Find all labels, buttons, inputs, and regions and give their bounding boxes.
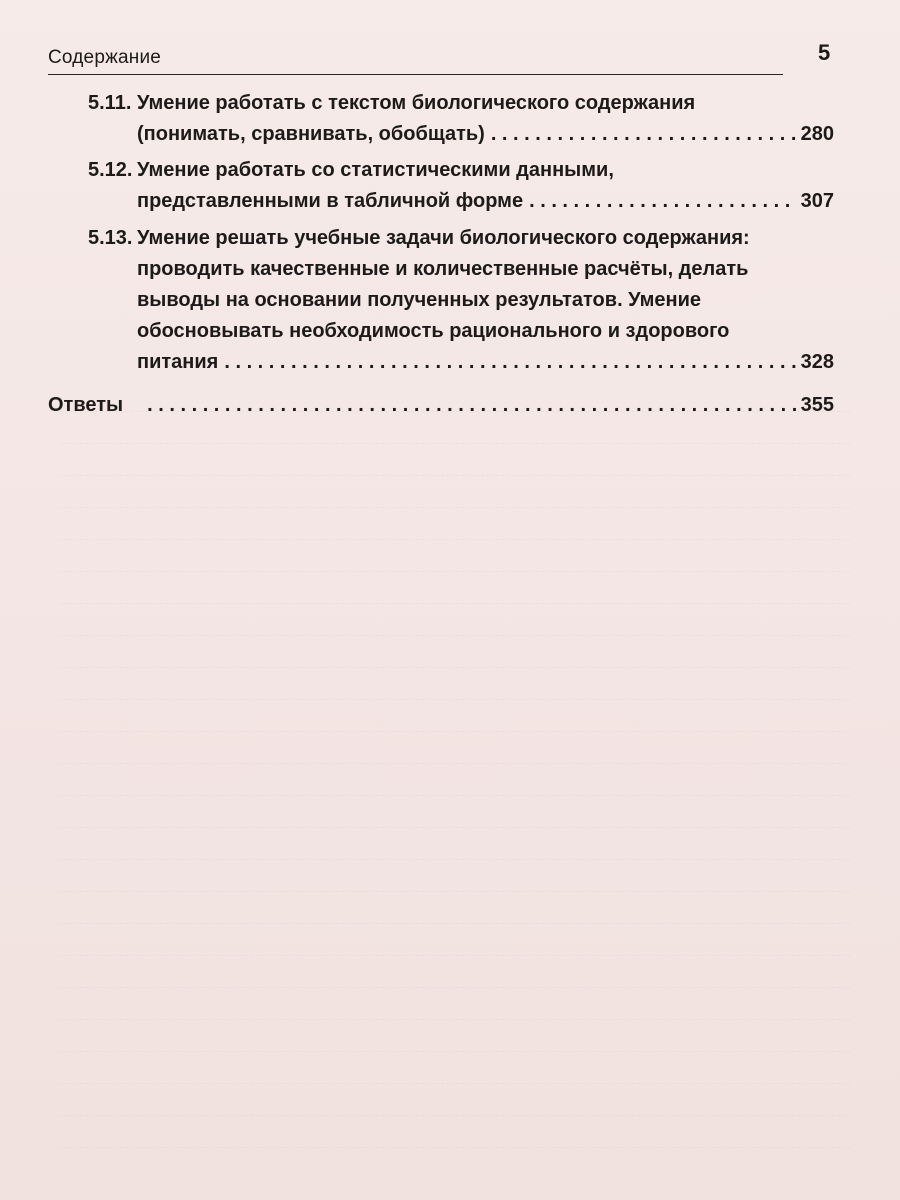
toc-entry-title-line: Ответы bbox=[48, 394, 124, 416]
toc-entry-title-line: (понимать, сравнивать, обобщать) bbox=[137, 123, 485, 145]
toc-entry-number: 5.13. bbox=[88, 227, 133, 249]
toc-entry-page: 328 bbox=[800, 351, 834, 373]
dot-leader bbox=[224, 347, 796, 378]
header-title: Содержание bbox=[48, 47, 162, 68]
toc-entry-number: 5.11. bbox=[88, 92, 132, 114]
page-number: 5 bbox=[818, 40, 831, 65]
toc-entry-title-line: Умение решать учебные задачи биологического содержания: bbox=[137, 227, 750, 249]
toc-entry-title-line: выводы на основании полученных результатов. Умение bbox=[137, 289, 702, 311]
toc-entry-number: 5.12. bbox=[88, 159, 133, 181]
toc-entry[interactable] bbox=[88, 155, 834, 217]
toc-entry-title-line: обосновывать необходимость рационального и здорового bbox=[137, 320, 730, 342]
toc-entry-title-line: проводить качественные и количественные расчёты, делать bbox=[137, 258, 749, 280]
toc-entry-title-line: питания bbox=[137, 351, 219, 373]
toc-entry-page: 355 bbox=[800, 394, 834, 416]
dot-leader bbox=[529, 186, 797, 217]
toc-entry-title-line: Умение работать с текстом биологического содержания bbox=[137, 92, 696, 114]
toc-entry-title-line: представленными в табличной форме bbox=[137, 190, 524, 212]
toc-entry[interactable] bbox=[88, 88, 834, 150]
running-header bbox=[48, 40, 783, 75]
toc-entry-title-line: Умение работать со статистическими данными, bbox=[137, 159, 614, 181]
toc-entry-page: 280 bbox=[800, 123, 834, 145]
bleed-through-background bbox=[60, 380, 850, 1148]
toc-entry[interactable] bbox=[88, 223, 834, 379]
dot-leader bbox=[147, 390, 797, 421]
toc-entry-answers[interactable] bbox=[48, 390, 834, 421]
dot-leader bbox=[491, 119, 797, 150]
toc-entry-page: 307 bbox=[800, 190, 834, 212]
